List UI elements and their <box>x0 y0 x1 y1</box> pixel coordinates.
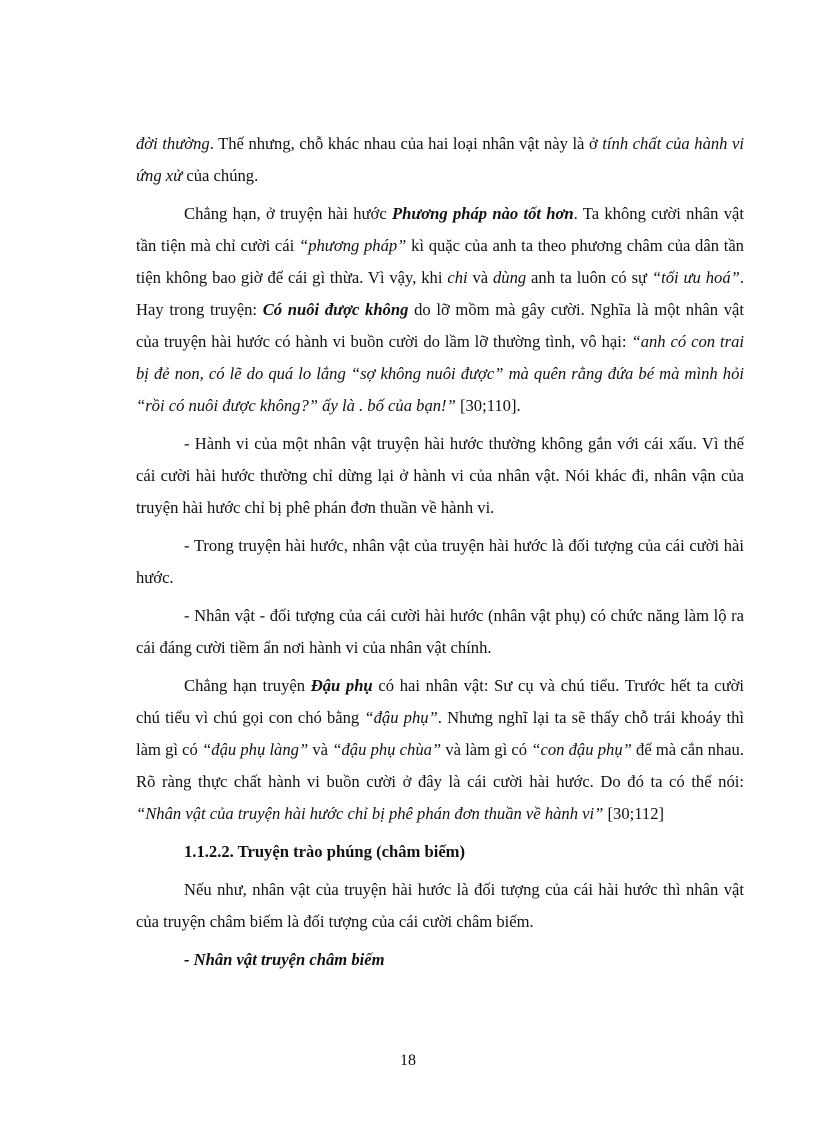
quote: “anh có con trai bị đẻ non, có lẽ do quá lo lắng “sợ không nuôi được” mà quên rằng đứa bé mà mình hỏi “rồi có nuôi được không?” ấy là . bố của bạn!” <box>136 332 744 415</box>
quote: “đậu phụ” <box>364 708 438 727</box>
quote: “Nhân vật của truyện hài hước chỉ bị phê phán đơn thuần về hành vi” <box>136 804 604 823</box>
italic-term: tính chất của hành vi ứng xử <box>136 134 744 185</box>
story-title: Phương pháp nào tốt hơn <box>391 204 574 223</box>
italic-term: đời thường <box>136 134 210 153</box>
quote: “đậu phụ làng” <box>202 740 309 759</box>
page-number: 18 <box>400 1052 416 1069</box>
paragraph-example-1: Chẳng hạn, ở truyện hài hước Phương pháp nào tốt hơn. Ta không cười nhân vật tần tiện mà chỉ cười cái “phương pháp” kì quặc của anh ta theo phương châm của dân tần tiện không bao giờ để cái gì thừa. Vì vậy, khi chi và dùng anh ta luôn có sự “tối ưu hoá”. Hay trong truyện: Có nuôi được không do lỡ mồm mà gây cười. Nghĩa là một nhân vật của truyện hài hước có hành vi buồn cười do lầm lỡ thường tình, vô hại: “anh có con trai bị đẻ non, có lẽ do quá lo lắng “sợ không nuôi được” mà quên rằng đứa bé mà mình hỏi “rồi có nuôi được không?” ấy là . bố của bạn!” [30;110]. <box>136 204 745 415</box>
citation: [30;110]. <box>455 396 521 415</box>
quote: “đậu phụ chùa” <box>332 740 442 759</box>
quote: “tối ưu hoá” <box>651 268 740 287</box>
subheading: - Nhân vật truyện châm biếm <box>184 950 385 969</box>
paragraph-bullet-1: - Hành vi của một nhân vật truyện hài hước thường không gắn với cái xấu. Vì thế cái cười hài hước thường chỉ dừng lại ở hành vi của nhân vật. Nói khác đi, nhân vận của truyện hài hước chỉ bị phê phán đơn thuần về hành vi. <box>136 434 744 517</box>
story-title: Có nuôi được không <box>262 300 409 319</box>
paragraph-bullet-2: - Trong truyện hài hước, nhân vật của truyện hài hước là đối tượng của cái cười hài hước. <box>136 536 744 587</box>
quote: “phương pháp” <box>298 236 407 255</box>
paragraph-example-2: Chẳng hạn truyện Đậu phụ có hai nhân vật: Sư cụ và chú tiểu. Trước hết ta cười chú tiểu vì chú gọi con chó bằng “đậu phụ”. Nhưng nghĩ lại ta sẽ thấy chỗ trái khoáy thì làm gì có “đậu phụ làng” và “đậu phụ chùa” và làm gì có “con đậu phụ” để mà cắn nhau. Rõ ràng thực chất hành vi buồn cười ở đây là cái cười hài hước. Do đó ta có thể nói: “Nhân vật của truyện hài hước chỉ bị phê phán đơn thuần về hành vi” [30;112] <box>136 676 744 823</box>
story-title: Đậu phụ <box>310 676 373 695</box>
section-heading: 1.1.2.2. Truyện trào phúng (châm biếm) <box>184 842 466 861</box>
document-page <box>136 128 744 976</box>
quote: “con đậu phụ” <box>531 740 632 759</box>
paragraph-satire: Nếu như, nhân vật của truyện hài hước là đối tượng của cái hài hước thì nhân vật của truyện châm biếm là đối tượng của cái cười châm biếm. <box>136 880 744 931</box>
paragraph-continuation: đời thường. Thế nhưng, chỗ khác nhau của hai loại nhân vật này là ở tính chất của hành vi ứng xử của chúng. <box>136 134 744 185</box>
citation: [30;112] <box>603 804 665 823</box>
paragraph-bullet-3: - Nhân vật - đối tượng của cái cười hài hước (nhân vật phụ) có chức năng làm lộ ra cái đáng cười tiềm ẩn nơi hành vi của nhân vật chính. <box>136 606 744 657</box>
